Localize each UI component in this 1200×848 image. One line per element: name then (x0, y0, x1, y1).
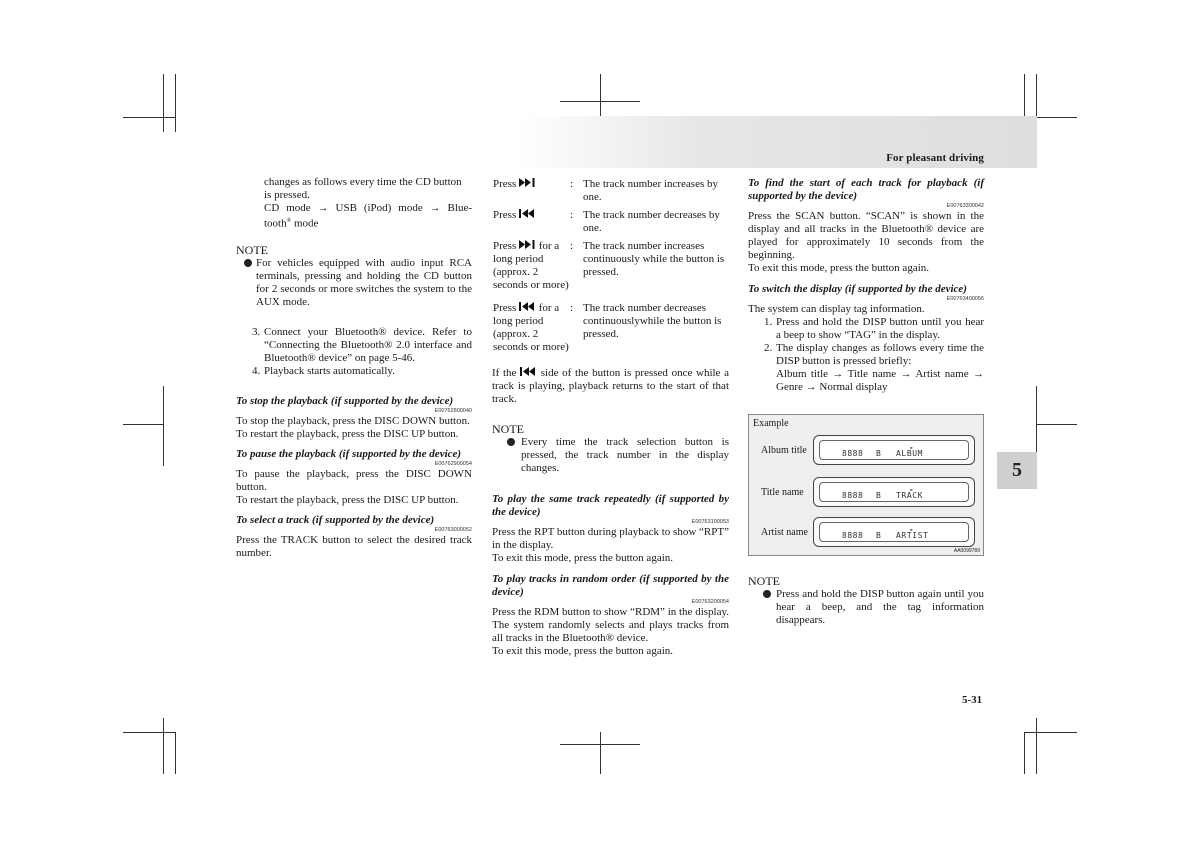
middle-column (492, 367, 729, 658)
find-text: Press the SCAN button. “SCAN” is shown in the display and all tracks in the Bluetooth® device are played for approximately 10 seconds from the beginning. (748, 210, 984, 261)
right-note (748, 574, 984, 627)
right-column (748, 177, 984, 394)
figure-code: AA0099789 (953, 548, 980, 554)
colon: : (570, 240, 574, 252)
track-button-table (493, 178, 729, 364)
display-b: B (876, 491, 881, 500)
press-text: Press (493, 302, 517, 314)
intro-line (264, 215, 472, 231)
row-description: The track number decreases continuouslywhile the button is pressed. (583, 302, 722, 340)
example-label: Album title (761, 445, 807, 456)
note-bullet (748, 588, 984, 627)
bullet-icon (244, 259, 252, 267)
section-title: For pleasant driving (886, 152, 984, 164)
bullet-icon (507, 438, 515, 446)
pause-text: To restart the playback, press the DISC UP button. (236, 493, 459, 506)
display-number: 8888 (842, 531, 864, 540)
switch-code: E00763400056 (946, 296, 984, 302)
note-bullet (492, 436, 729, 475)
table-row (493, 240, 729, 302)
display-indicator: ▬ (910, 527, 913, 532)
table-row (493, 209, 729, 240)
chapter-tab: 5 (997, 452, 1037, 489)
display-number: 8888 (842, 449, 864, 458)
press-label (493, 302, 569, 354)
colon: : (570, 302, 574, 314)
ifthe-text: If the (492, 367, 517, 379)
step-1 (748, 316, 984, 342)
press-text: for a long period (approx. 2 seconds or more) (493, 240, 569, 291)
cd-mode-intro (236, 176, 472, 231)
ifthe-paragraph (492, 367, 729, 406)
rewind-icon (519, 209, 536, 218)
find-text: To exit this mode, press the button again. (748, 262, 930, 274)
ifthe-text: side of the button is pressed once while a track is playing, playback returns to the start of that track. (492, 367, 729, 405)
repeat-text: Press the RPT button during playback to show “RPT” in the display. (492, 526, 729, 551)
repeat-code: E00763100053 (691, 519, 729, 525)
random-text: Press the RDM button to show “RDM” in the display. (492, 606, 729, 618)
fast-forward-icon (519, 240, 536, 249)
stop-text: To restart the playback, press the DISC UP button. (236, 427, 459, 440)
left-column (236, 176, 472, 560)
note-bullet (236, 257, 472, 309)
step-3 (236, 326, 472, 365)
random-text: To exit this mode, press the button again. (492, 645, 674, 657)
display-screen (819, 522, 969, 542)
step-text: Connect your Bluetooth® device. Refer to “Connecting the Bluetooth® 2.0 interface and Bluetooth® device” on page 5-46. (264, 325, 472, 364)
intro-line: is pressed. (264, 189, 310, 201)
display-tag: ARTIST (896, 531, 929, 540)
example-title: Example (753, 418, 789, 429)
press-text: Press (493, 178, 517, 190)
press-label (493, 209, 569, 222)
step-number: 1. (764, 316, 773, 328)
stop-text: To stop the playback, press the DISC DOWN button. (236, 414, 470, 427)
pause-heading: To pause the playback (if supported by the device) (236, 447, 462, 460)
display-b: B (876, 449, 881, 458)
display-tag: TRACK (896, 491, 924, 500)
table-row (493, 178, 729, 209)
press-text: Press (493, 209, 517, 221)
example-label: Title name (761, 487, 804, 498)
step-text: The display changes as follows every time the DISP button is pressed briefly: (776, 342, 984, 367)
step-number: 2. (764, 342, 773, 354)
display-panel (813, 435, 975, 465)
example-label: Artist name (761, 527, 808, 538)
select-heading: To select a track (if supported by the device) (236, 513, 435, 526)
stop-code: E00762800040 (434, 407, 472, 414)
step-number: 3. (252, 325, 261, 338)
row-description: The track number increases continuously while the button is pressed. (583, 240, 725, 278)
bullet-icon (763, 590, 771, 598)
step-4 (236, 365, 472, 378)
note-text: For vehicles equipped with audio input RCA terminals, pressing and holding the CD button for 2 seconds or more switches the system to the AUX mode. (256, 256, 472, 308)
press-label (493, 178, 569, 191)
page-number: 5-31 (962, 694, 983, 706)
repeat-text: To exit this mode, press the button again. (492, 552, 674, 564)
step-text: Playback starts automatically. (264, 364, 395, 377)
repeat-heading: To play the same track repeatedly (if supported by the device) (492, 493, 729, 518)
switch-text: The system can display tag information. (748, 303, 925, 315)
table-row (493, 302, 729, 364)
select-code: E00763000052 (434, 526, 472, 533)
step-number: 4. (252, 364, 261, 377)
display-number: 8888 (842, 491, 864, 500)
display-sequence: Album title → Title name → Artist name → Genre → Normal display (776, 368, 984, 393)
random-heading: To play tracks in random order (if supported by the device) (492, 573, 729, 598)
press-text: Press (493, 240, 517, 252)
colon: : (570, 209, 574, 221)
step-text: Press and hold the DISP button until you hear a beep to show “TAG” in the display. (776, 316, 984, 341)
intro-line: changes as follows every time the CD button (264, 176, 462, 188)
display-screen (819, 440, 969, 460)
intro-text: mode (291, 217, 319, 230)
pause-text: To pause the playback, press the DISC DOWN button. (236, 467, 472, 493)
example-figure (748, 414, 984, 556)
display-panel (813, 517, 975, 547)
colon: : (570, 178, 574, 190)
note-title: NOTE (748, 574, 780, 588)
display-indicator: ▬ (910, 487, 913, 492)
press-label (493, 240, 569, 292)
find-heading: To find the start of each track for playback (if supported by the device) (748, 177, 984, 202)
step-2 (748, 342, 984, 394)
row-description: The track number decreases by one. (583, 209, 720, 234)
note-text: Press and hold the DISP button again until you hear a beep, and the tag information disappears. (776, 588, 984, 626)
display-tag: ALBUM (896, 449, 924, 458)
select-text: Press the TRACK button to select the desired track number. (236, 533, 472, 559)
switch-heading: To switch the display (if supported by the device) (748, 283, 967, 295)
display-b: B (876, 531, 881, 540)
display-screen (819, 482, 969, 502)
random-text: The system randomly selects and plays tracks from all tracks in the Bluetooth® device. (492, 619, 729, 644)
press-text: for a long period (approx. 2 seconds or more) (493, 302, 569, 353)
fast-forward-icon (519, 178, 536, 187)
display-panel (813, 477, 975, 507)
row-description: The track number increases by one. (583, 178, 718, 203)
rewind-icon (520, 367, 537, 376)
pause-code: E00762900054 (434, 460, 472, 467)
registered-mark: ® (286, 218, 292, 224)
rewind-icon (519, 302, 536, 311)
display-indicator: ▬ (910, 445, 913, 450)
intro-line: CD mode → USB (iPod) mode → Blue- (264, 202, 472, 214)
intro-text: tooth (264, 217, 287, 230)
note-title: NOTE (236, 242, 268, 257)
note-text: Every time the track selection button is pressed, the track number in the display changes. (521, 436, 729, 474)
stop-heading: To stop the playback (if supported by the device) (236, 394, 454, 407)
find-code: E00763300042 (946, 203, 984, 209)
note-title: NOTE (492, 422, 524, 436)
random-code: E00763200054 (691, 599, 729, 605)
